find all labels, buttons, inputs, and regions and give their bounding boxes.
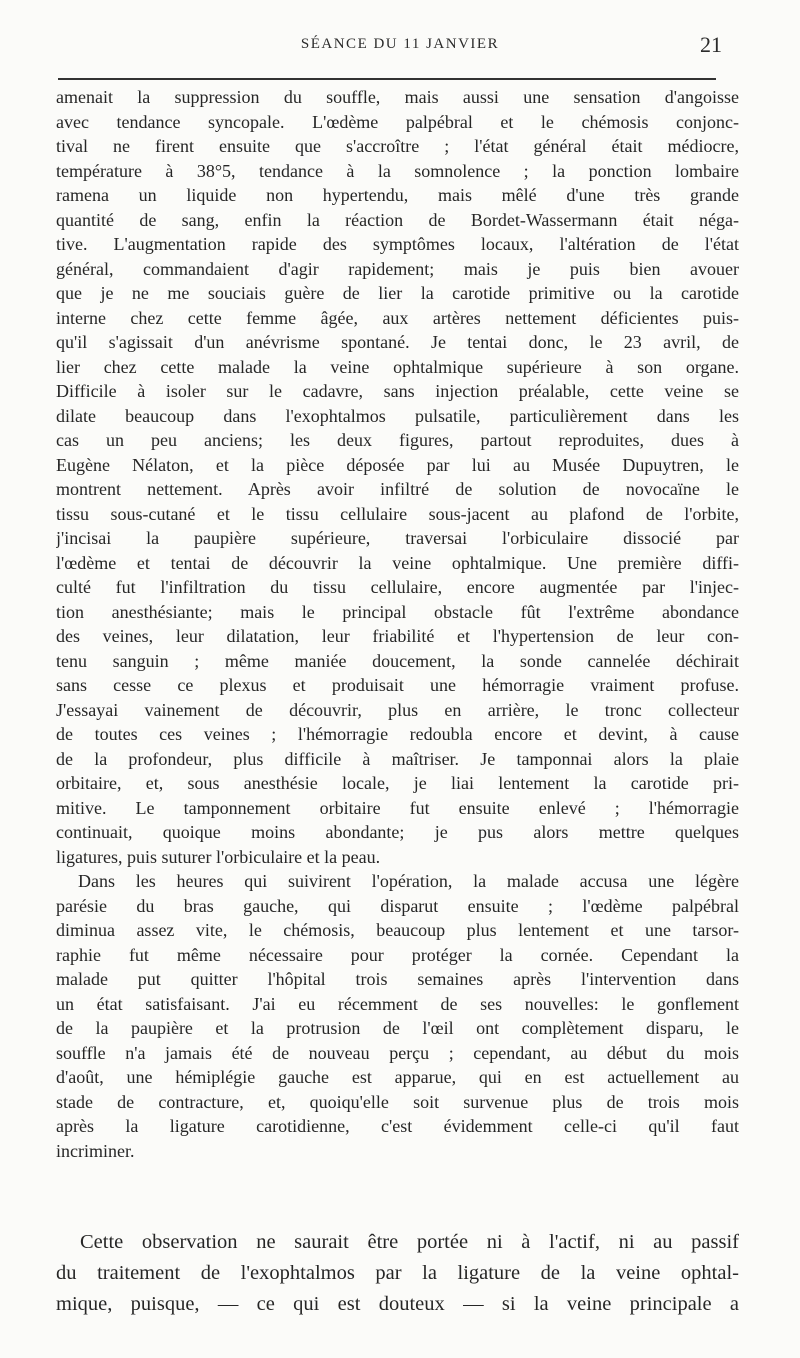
text-line: parésie du bras gauche, qui disparut ensuite ; l'œdème palpébral — [56, 895, 739, 916]
text-line: tion anesthésiante; mais le principal obstacle fût l'extrême abondance — [56, 601, 739, 622]
text-line: de la paupière et la protrusion de l'œil ont complètement disparu, le — [56, 1018, 739, 1038]
text-line: d'août, une hémiplégie gauche est apparue, qui en est actuellement au — [56, 1067, 739, 1087]
text-line: température à 38°5, tendance à la somnolence ; la ponction lombaire — [56, 160, 739, 181]
text-line: j'incisai la paupière supérieure, traversai l'orbiculaire dissocié par — [56, 528, 739, 548]
text-line: dilate beaucoup dans l'exophtalmos pulsatile, particulièrement dans les — [56, 405, 739, 426]
text-line: tissu sous-cutané et le tissu cellulaire sous-jacent au plafond de l'orbite, — [56, 503, 739, 524]
closing-text-line: mique, puisque, — ce qui est douteux — si la veine principale a — [56, 1293, 739, 1315]
text-line: l'œdème et tentai de découvrir la veine ophtalmique. Une première diffi- — [56, 552, 739, 573]
text-line: qu'il s'agissait d'un anévrisme spontané. Je tentai donc, le 23 avril, de — [56, 332, 739, 352]
text-line: de la profondeur, plus difficile à maîtriser. Je tamponnai alors la plaie — [56, 748, 739, 769]
text-line: culté fut l'infiltration du tissu cellulaire, encore augmentée par l'injec- — [56, 577, 739, 597]
text-line: avec tendance syncopale. L'œdème palpébral et le chémosis conjonc- — [56, 111, 739, 132]
text-line: un état satisfaisant. J'ai eu récemment de ses nouvelles: le gonflement — [56, 993, 739, 1014]
text-line: de toutes ces veines ; l'hémorragie redoubla encore et devint, à cause — [56, 724, 739, 744]
text-line: J'essayai vainement de découvrir, plus en arrière, le tronc collecteur — [56, 699, 739, 720]
text-line: général, commandaient d'agir rapidement; mais je puis bien avouer — [56, 258, 739, 279]
text-line: ramena un liquide non hypertendu, mais mêlé d'une très grande — [56, 185, 739, 205]
text-line: raphie fut même nécessaire pour protéger la cornée. Cependant la — [56, 944, 739, 965]
text-line: lier chez cette malade la veine ophtalmique supérieure à son organe. — [56, 356, 739, 377]
text-line: orbitaire, et, sous anesthésie locale, je liai lentement la carotide pri- — [56, 773, 739, 793]
text-line: stade de contracture, et, quoiqu'elle soit survenue plus de trois mois — [56, 1091, 739, 1112]
page-number: 21 — [700, 32, 722, 57]
header-title: SÉANCE DU 11 JANVIER — [300, 36, 500, 52]
text-line: souffle n'a jamais été de nouveau perçu ; cependant, au début du mois — [56, 1042, 739, 1063]
text-line: sans cesse ce plexus et produisait une hémorragie vraiment profuse. — [56, 675, 739, 695]
text-line: après la ligature carotidienne, c'est évidemment celle-ci qu'il faut — [56, 1116, 739, 1136]
text-line: tenu sanguin ; même maniée doucement, la sonde cannelée déchirait — [56, 650, 739, 671]
closing-paragraph — [56, 1227, 739, 1320]
closing-text-line: Cette observation ne saurait être portée ni à l'actif, ni au passif — [80, 1231, 739, 1253]
text-line: continuait, quoique moins abondante; je pus alors mettre quelques — [56, 822, 739, 842]
text-line: que je ne me souciais guère de lier la carotide primitive ou la carotide — [56, 283, 739, 303]
header-rule — [58, 78, 716, 80]
text-line: mitive. Le tamponnement orbitaire fut ensuite enlevé ; l'hémorragie — [56, 797, 739, 818]
text-line: Difficile à isoler sur le cadavre, sans injection préalable, cette veine se — [56, 381, 739, 401]
text-line: ligatures, puis suturer l'orbiculaire et la peau. — [56, 846, 381, 867]
text-line: cas un peu anciens; les deux figures, partout reproduites, dues à — [56, 430, 739, 450]
text-line: quantité de sang, enfin la réaction de Bordet-Wassermann était néga- — [56, 209, 739, 230]
text-line: des veines, leur dilatation, leur friabilité et l'hypertension de leur con- — [56, 626, 739, 646]
text-line: diminua assez vite, le chémosis, beaucoup plus lentement et une tarsor- — [56, 920, 739, 940]
closing-text-line: du traitement de l'exophtalmos par la ligature de la veine ophtal- — [56, 1262, 739, 1284]
text-line: amenait la suppression du souffle, mais aussi une sensation d'angoisse — [56, 87, 739, 107]
running-header — [0, 34, 800, 58]
text-line: tival ne firent ensuite que s'accroître ; l'état général était médiocre, — [56, 136, 739, 156]
text-line: Dans les heures qui suivirent l'opération, la malade accusa une légère — [78, 871, 739, 891]
text-line: Eugène Nélaton, et la pièce déposée par lui au Musée Dupuytren, le — [56, 454, 739, 475]
text-line: malade put quitter l'hôpital trois semaines après l'intervention dans — [56, 969, 739, 989]
text-line: tive. L'augmentation rapide des symptômes locaux, l'altération de l'état — [56, 234, 739, 254]
text-line: interne chez cette femme âgée, aux artères nettement déficientes puis- — [56, 307, 739, 328]
body-text — [56, 85, 739, 1163]
text-line: montrent nettement. Après avoir infiltré de solution de novocaïne le — [56, 479, 739, 499]
text-line: incriminer. — [56, 1140, 135, 1161]
